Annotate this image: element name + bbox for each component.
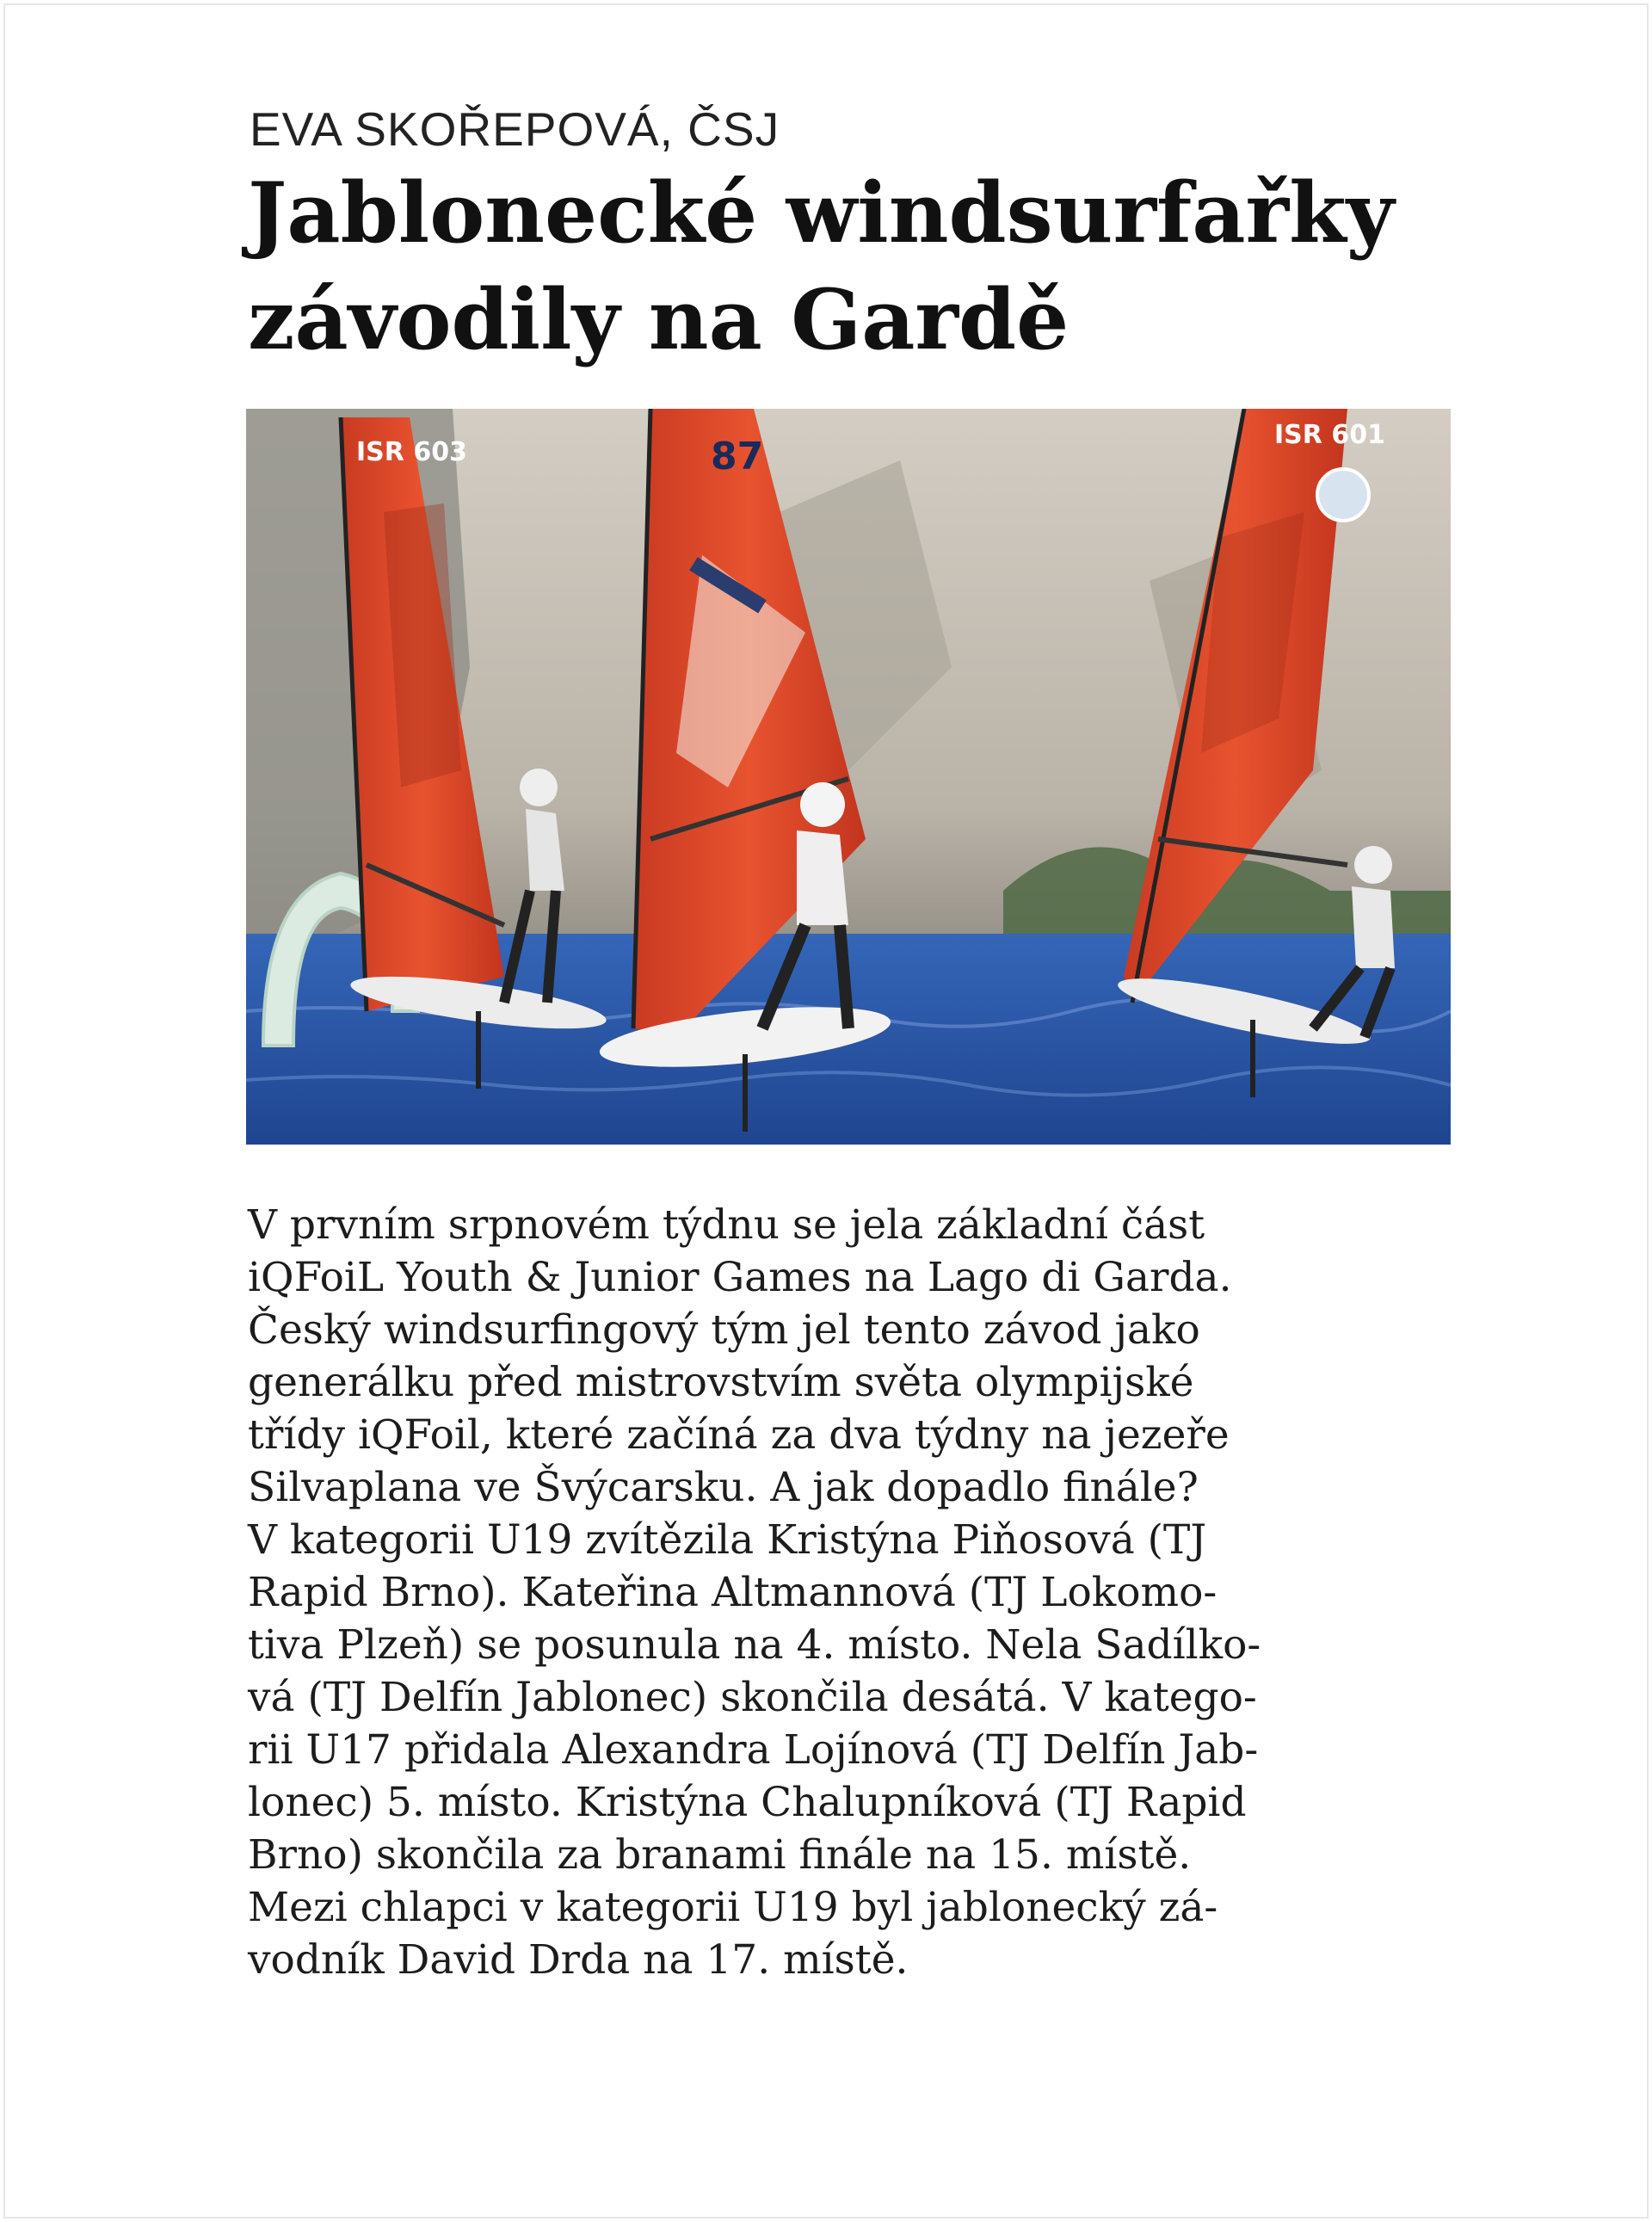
headline-line: Jablonecké windsurfařky xyxy=(248,164,1395,262)
body-line: lonec) 5. místo. Kristýna Chalupníková (TJ Rapid xyxy=(248,1779,1247,1826)
body-line: Rapid Brno). Kateřina Altmannová (TJ Lokomo- xyxy=(248,1569,1217,1616)
sail-number: ISR 603 xyxy=(356,437,467,467)
body-line: Silvaplana ve Švýcarsku. A jak dopadlo finále? xyxy=(248,1464,1199,1511)
body-line: V kategorii U19 zvítězila Kristýna Piňosová (TJ xyxy=(248,1516,1207,1564)
body-line: iQFoiL Youth & Junior Games na Lago di Garda. xyxy=(248,1254,1232,1301)
headline-line: závodily na Gardě xyxy=(248,271,1069,368)
byline: EVA SKOŘEPOVÁ, ČSJ xyxy=(250,102,780,156)
headline xyxy=(248,160,1470,373)
body-line: vodník David Drda na 17. místě. xyxy=(248,1936,909,1984)
windsurf-photo xyxy=(246,409,1451,1145)
body-line: rii U17 přidala Alexandra Lojínová (TJ Delfín Jab- xyxy=(248,1726,1259,1774)
sail-number: ISR 601 xyxy=(1274,420,1385,450)
body-line: generálku před mistrovstvím světa olympijské xyxy=(248,1359,1194,1406)
sail-badge xyxy=(1317,469,1369,521)
body-line: vá (TJ Delfín Jablonec) skončila desátá. V katego- xyxy=(248,1674,1257,1721)
body-line: třídy iQFoil, které začíná za dva týdny na jezeře xyxy=(248,1411,1230,1459)
article-body xyxy=(248,1199,1470,1986)
sail-number: 87 xyxy=(711,435,764,478)
body-line: tiva Plzeň) se posunula na 4. místo. Nela Sadílko- xyxy=(248,1621,1261,1669)
body-line: V prvním srpnovém týdnu se jela základní část xyxy=(248,1201,1205,1249)
body-line: Český windsurfingový tým jel tento závod jako xyxy=(248,1306,1200,1354)
body-line: Brno) skončila za branami finále na 15. místě. xyxy=(248,1831,1192,1879)
body-line: Mezi chlapci v kategorii U19 byl jablonecký zá- xyxy=(248,1884,1218,1931)
